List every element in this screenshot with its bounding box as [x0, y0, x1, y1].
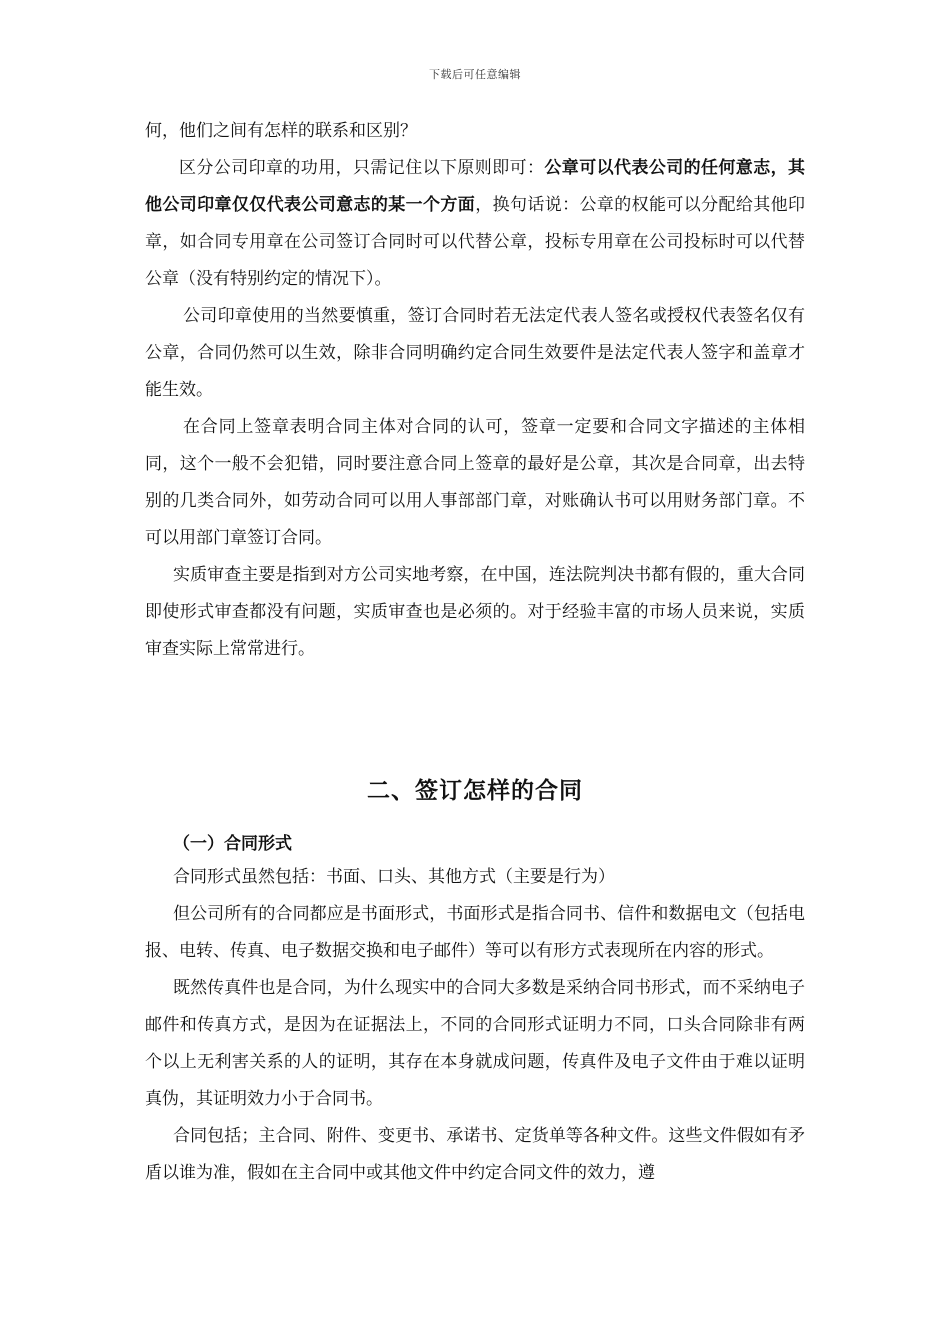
page-header-note: 下载后可任意编辑 [429, 68, 521, 81]
paragraph-seal-usage: 公司印章使用的当然要慎重，签订合同时若无法定代表人签名或授权代表签名仅有公章，合同仍然可以生效，除非合同明确约定合同生效要件是法定代表人签字和盖章才能生效。 [145, 306, 805, 400]
seal-principle-detail: ，换句话说：公章的权能可以分配给其他印章，如合同专用章在公司签订合同时可以代替公章，投标专用章在公司投标时可以代替公章（没有特别约定的情况下）。 [145, 195, 806, 289]
paragraph-evidence: 既然传真件也是合同，为什么现实中的合同大多数是采纳合同书形式，而不采纳电子邮件和传真方式，是因为在证据法上，不同的合同形式证明力不同，口头合同除非有两个以上无利害关系的人的证明，其存在本身就成问题，传真件及电子文件由于难以证明真伪，其证明效力小于合同书。 [145, 978, 805, 1109]
subsection-heading: （一）合同形式 [173, 834, 292, 854]
seal-principle-emphasis: 公章可以代表公司的任何意志，其他公司印章仅仅代表公司意志的某一个方面 [145, 158, 806, 215]
paragraph-continuation: 何，他们之间有怎样的联系和区别？ [145, 121, 417, 141]
paragraph-contract-forms: 合同形式虽然包括：书面、口头、其他方式（主要是行为） [173, 867, 615, 887]
body-text-part2 [145, 859, 805, 1192]
paragraph-written-form: 但公司所有的合同都应是书面形式，书面形式是指合同书、信件和数据电文（包括电报、电转、传真、电子数据交换和电子邮件）等可以有形方式表现所在内容的形式。 [145, 904, 805, 961]
paragraph-substantive-review: 实质审查主要是指到对方公司实地考察，在中国，连法院判决书都有假的，重大合同即使形式审查都没有问题，实质审查也是必须的。对于经验丰富的市场人员来说，实质审查实际上常常进行。 [145, 565, 805, 659]
body-text-part1 [145, 113, 805, 668]
section-heading: 二、签订怎样的合同 [367, 777, 583, 804]
paragraph-seal-principle [145, 150, 805, 298]
paragraph-signing: 在合同上签章表明合同主体对合同的认可，签章一定要和合同文字描述的主体相同，这个一般不会犯错，同时要注意合同上签章的最好是公章，其次是合同章，出去特别的几类合同外，如劳动合同可以用人事部部门章，对账确认书可以用财务部门章。不可以用部门章签订合同。 [145, 417, 805, 548]
paragraph-contract-documents: 合同包括；主合同、附件、变更书、承诺书、定货单等各种文件。这些文件假如有矛盾以谁为准，假如在主合同中或其他文件中约定合同文件的效力，遵 [145, 1126, 805, 1183]
seal-principle-intro: 区分公司印章的功用，只需记住以下原则即可： [179, 158, 545, 178]
